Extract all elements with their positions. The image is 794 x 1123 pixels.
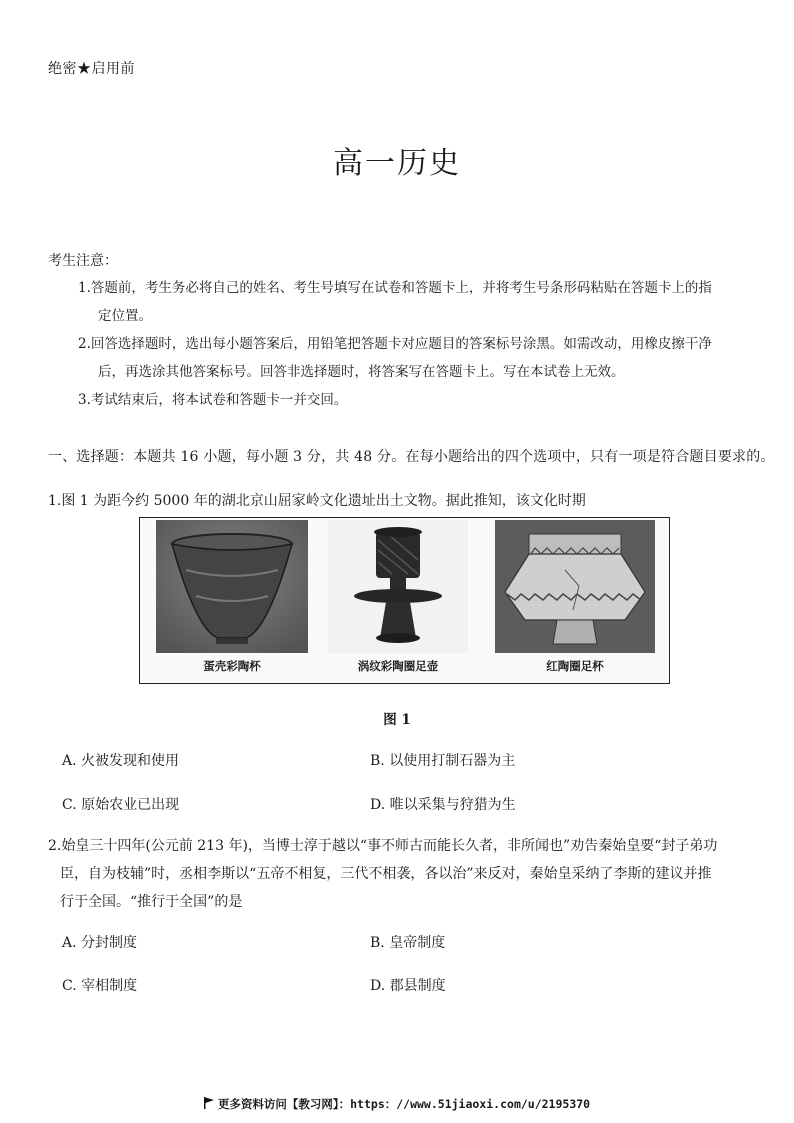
notice-item-text: 1.答题前，考生务必将自己的姓名、考生号填写在试卷和答题卡上，并将考生号条形码粘贴在答题卡上的指 — [78, 280, 712, 296]
eggshell-cup-photo — [156, 520, 308, 653]
confidential-mark: 绝密★启用前 — [48, 61, 135, 77]
q1-option-b[interactable]: B. 以使用打制石器为主 — [370, 753, 516, 769]
q2-option-b[interactable]: B. 皇帝制度 — [370, 935, 446, 951]
footer-text: 更多资料访问【教习网】：https：//www.51jiaoxi.com/u/2195370 — [217, 1097, 591, 1111]
question-2-line-1: 2.始皇三十四年(公元前 213 年)，当博士淳于越以“事不师古而能长久者，非所闻也”劝告秦始皇要“封子弟功 — [48, 838, 718, 854]
q1-option-d[interactable]: D. 唯以采集与狩猎为生 — [370, 797, 516, 813]
notice-item-2 — [78, 330, 758, 386]
notice-item-text: 2.回答选择题时，选出每小题答案后，用铅笔把答题卡对应题目的答案标号涂黑。如需改动，用橡皮擦干净 — [78, 336, 712, 352]
footer-link[interactable] — [0, 1096, 794, 1112]
notice-item-3 — [78, 386, 758, 414]
q1-option-a[interactable]: A. 火被发现和使用 — [62, 753, 180, 769]
figure-label: 图 1 — [383, 712, 411, 728]
q2-option-a[interactable]: A. 分封制度 — [62, 935, 138, 951]
notice-heading: 考生注意： — [48, 253, 118, 269]
figure-1 — [139, 517, 670, 684]
question-2-line-3: 行于全国。“推行于全国”的是 — [60, 894, 243, 910]
flag-icon — [204, 1097, 214, 1109]
q2-option-d[interactable]: D. 郡县制度 — [370, 978, 446, 994]
q1-option-c[interactable]: C. 原始农业已出现 — [62, 797, 180, 813]
notice-item-text: 3.考试结束后，将本试卷和答题卡一并交回。 — [78, 392, 348, 408]
question-2-line-2: 臣，自为枝辅”时，丞相李斯以“五帝不相复，三代不相袭，各以治”来反对，秦始皇采纳了李斯的建议并推 — [60, 866, 712, 882]
question-1-stem: 1.图 1 为距今约 5000 年的湖北京山屈家岭文化遗址出土文物。据此推知，该文化时期 — [48, 493, 586, 509]
notice-item-continuation: 定位置。 — [98, 308, 152, 324]
figure-caption-3: 红陶圈足杯 — [546, 659, 604, 673]
q2-option-c[interactable]: C. 宰相制度 — [62, 978, 138, 994]
notice-item-1 — [78, 274, 758, 330]
page-title: 高一历史 — [333, 146, 461, 181]
notice-item-continuation: 后，再选涂其他答案标号。回答非选择题时，将答案写在答题卡上。写在本试卷上无效。 — [98, 364, 625, 380]
swirl-pot-photo — [328, 520, 468, 653]
figure-caption-1: 蛋壳彩陶杯 — [203, 659, 261, 673]
figure-caption-2: 涡纹彩陶圈足壶 — [357, 659, 439, 673]
red-pottery-cup-photo — [495, 520, 655, 653]
question-2-stem — [48, 832, 748, 916]
section-heading: 一、选择题：本题共 16 小题，每小题 3 分，共 48 分。在每小题给出的四个选项中，只有一项是符合题目要求的。 — [48, 449, 775, 465]
